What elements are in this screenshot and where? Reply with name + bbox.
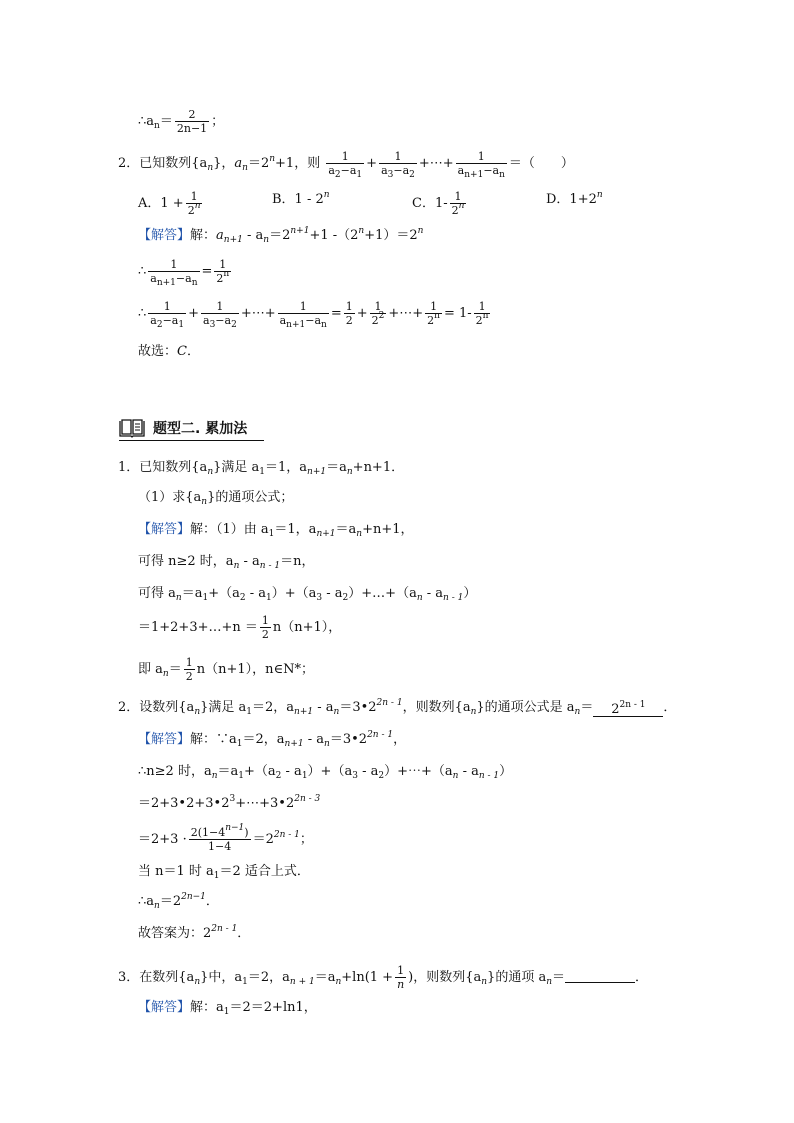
p2-solution-2: ∴n≥2 时，$a_n=a_1+(a_2 - a_1)+(a_3$ - $a_2)+\cdots+(a_n - a_{n - 1})$ <box>138 764 513 781</box>
q2-solution-2: ∴ $\frac{1}{a_{n+1}-a_n}$ = $\frac{1}{2^n}$ <box>138 258 230 288</box>
q2-selection: 故选：C． <box>138 344 200 359</box>
p3-solution-1: 【解答】解：$a_1=2=2+\ln 1$， <box>138 1000 317 1017</box>
p1-solution-5: 即 $a_n=$ $\frac{1}{2}$ n（n+1），n∈N*； <box>138 656 314 683</box>
p3-answer-blank <box>565 968 635 983</box>
q2-option-d: D．$1+2^n$ <box>546 190 603 207</box>
section-underline <box>119 440 264 441</box>
prev-result: $\therefore a_n=$ $\frac{2}{2n-1}$ ； <box>138 108 225 135</box>
section-title: 题型二. 累加法 <box>153 421 248 437</box>
q2-statement: 2．已知数列$\{a_n\}$，$a_n=2^n+1$，则 $\frac{1}{a_2-a_1}$ + $\frac{1}{a_3-a_2}$ +⋯+ $\frac{1}{a_{n+1}-a_n}$ ＝（ ） <box>118 150 574 180</box>
q2-option-b: B．1 - 2$^n$ <box>272 190 330 207</box>
p1-solution-3: 可得 $a_n=a_1+(a_2 - a_1)+(a_3$ - $a_2)+\dots+(a_n - a_{n - 1})$ <box>138 586 477 603</box>
book-icon <box>119 418 145 438</box>
p2-answer-blank: $2^{2n - 1}$ <box>593 702 663 717</box>
p1-solution-1: 【解答】解：（1）由 $a_1=1$，$a_{n+1}=a_n+n+1$， <box>138 522 414 539</box>
p2-solution-3: $=2+3•2+3•2^3+\cdots+3•2^{2n - 3}$ <box>138 794 321 811</box>
q2-option-c: C．1- $\frac{1}{2^n}$ <box>412 190 465 217</box>
p1-solution-4: ＝1+2+3+…+n ＝ $\frac{1}{2}$ n（n+1）， <box>138 614 342 641</box>
p2-solution-4: ＝2+3 · $\frac{2(1-4^{n-1})}{1-4}$ $=2^{2n - 1}$； <box>138 823 313 853</box>
q2-solution-3: ∴ $\frac{1}{a_2-a_1}$ + $\frac{1}{a_3-a_2}$ +⋯+ $\frac{1}{a_{n+1}-a_n}$ = $\frac{1}{2}$ + $\frac{1}{2^2}$ +⋯+ $\frac{1}{2^n}$ = 1- $\frac{1}{2^n}$ <box>138 300 489 330</box>
section-heading <box>119 416 247 440</box>
p3-statement: 3．在数列$\{a_n\}$中，$a_1=2$，$a_{n + 1}=a_n+\ln(1$ + $\frac{1}{n}$ )，则数列$\{a_n\}$的通项 $a_n=$ ． <box>118 964 649 991</box>
q2-solution-1: 【解答】解：$a_{n+1} - a_n=2^{n+1}+1$ $-(2^n+1)=2^n$ <box>138 226 424 245</box>
p2-solution-6: $\therefore a_n=2^{2n-1}$． <box>138 892 219 911</box>
p2-solution-5: 当 n＝1 时 $a_1=2$ 适合上式． <box>138 864 310 881</box>
p2-solution-1: 【解答】解：$\because a_1=2$，$a_{n+1}$ - $a_n=3•2^{2n - 1}$， <box>138 730 407 749</box>
p2-statement: 2．设数列$\{a_n\}$满足 $a_1=2$，$a_{n+1}$ - $a_n=3•2^{2n - 1}$，则数列$\{a_n\}$的通项公式是 $a_n= 2^{2n - 1}$ ． <box>118 698 677 717</box>
q2-option-a: A．1 + $\frac{1}{2^n}$ <box>138 190 201 217</box>
p1-solution-2: 可得 n≥2 时，$a_n - a_{n - 1}=n$， <box>138 554 315 571</box>
p1-statement: 1．已知数列$\{a_n\}$满足 $a_1=1$，$a_{n+1}=a_n+n+1$． <box>118 460 405 477</box>
p2-final-answer: 故答案为：$2^{2n - 1}$． <box>138 924 251 941</box>
p1-subquestion: （1）求$\{a_n\}$的通项公式； <box>138 490 294 507</box>
